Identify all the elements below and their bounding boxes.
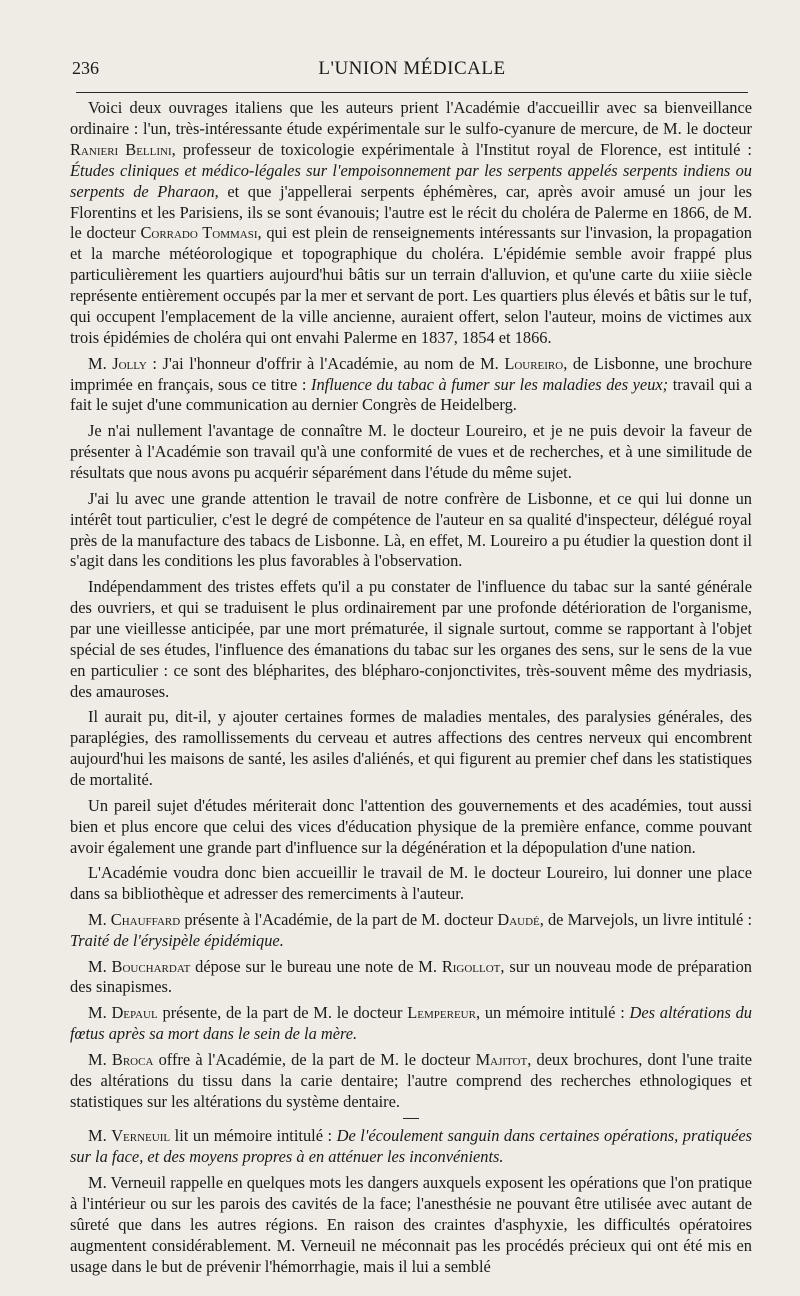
- paragraph-verneuil: M. Verneuil lit un mémoire intitulé : De l'écoulement sanguin dans certaines opérations, pratiquées sur la face, et des moyens propres à en atténuer les inconvénients.: [70, 1126, 752, 1167]
- article-body: [70, 98, 752, 1282]
- work-title: Études cliniques et médico-légales sur l'empoisonnement par les serpents appelés serpents indiens ou serpents de Pharaon: [70, 160, 752, 201]
- paragraph-depaul: M. Depaul présente, de la part de M. le docteur Lempereur, un mémoire intitulé : Des altérations du fœtus après sa mort dans le sein de la mère.: [70, 1003, 752, 1044]
- speaker-name: Jolly: [112, 353, 147, 373]
- speaker-name: Depaul: [111, 1003, 158, 1023]
- speaker-name: Bouchardat: [111, 956, 191, 976]
- author-name: Lempereur: [407, 1003, 476, 1023]
- speaker-name: Broca: [111, 1049, 154, 1069]
- paragraph: L'Académie voudra donc bien accueillir le travail de M. le docteur Loureiro, lui donner une place dans sa bibliothèque et adresser des remerciments à l'auteur.: [70, 863, 752, 904]
- running-title: L'UNION MÉDICALE: [318, 58, 506, 79]
- paragraph: Indépendamment des tristes effets qu'il a pu constater de l'influence du tabac sur la santé générale des ouvriers, et qui se traduisent le plus ordinairement par une profonde détérioration de l'organisme, par une vieillesse anticipée, par une mort prématurée, il signale surtout, comme se rapportant à l'objet spécial de ses études, l'influence des émanations du tabac sur les organes des sens, sur le sens de la vue en particulier : ce sont des blépharites, des blépharo-conjonctivites, très-souvent même des mydriasis, des amauroses.: [70, 577, 752, 701]
- header-rule: [76, 92, 748, 93]
- author-name: Rigollot: [441, 956, 501, 976]
- author-name: Majitot: [475, 1049, 528, 1069]
- author-name: Daudé: [497, 909, 540, 929]
- paragraph-bouchardat: M. Bouchardat dépose sur le bureau une note de M. Rigollot, sur un nouveau mode de préparation des sinapismes.: [70, 956, 752, 997]
- paragraph-chauffard: M. Chauffard présente à l'Académie, de la part de M. docteur Daudé, de Marvejols, un livre intitulé : Traité de l'érysipèle épidémique.: [70, 909, 752, 950]
- author-name: Loureiro: [504, 353, 564, 373]
- work-title: De l'écoulement sanguin dans certaines opérations, pratiquées sur la face, et des moyens propres à en atténuer les inconvénients.: [70, 1126, 752, 1167]
- author-name: Ranieri Bellini: [70, 139, 172, 159]
- work-title: Influence du tabac à fumer sur les maladies des yeux;: [310, 374, 669, 394]
- author-name: Corrado Tommasi: [140, 223, 258, 243]
- section-separator: [403, 1118, 419, 1119]
- paragraph-italian-works: Voici deux ouvrages italiens que les auteurs prient l'Académie d'accueillir avec sa bienveillance ordinaire : l'un, très-intéressante étude expérimentale sur le sulfo-cyanure de mercure, de M. le docteur Ranieri Bellini, professeur de toxicologie expérimentale à l'Institut royal de Florence, est intitulé : Études cliniques et médico-légales sur l'empoisonnement par les serpents appelés serpents indiens ou serpents de Pharaon, et que j'appellerai serpents éphémères, car, après avoir amusé un jour les Florentins et les Parisiens, ils se sont évanouis; l'autre est le récit du choléra de Palerme en 1866, de M. le docteur Corrado Tommasi, qui est plein de renseignements intéressants sur l'invasion, la propagation et la marche météorologique et topographique du choléra. L'épidémie semble avoir frappé plus particulièrement les quartiers aujourd'hui bâtis sur un terrain d'alluvion, et qu'une carte du xiiie siècle représente entièrement occupés par la mer et servant de port. Les quartiers plus élevés et bâtis sur le tuf, qui occupent l'emplacement de la ville ancienne, auraient offert, selon l'auteur, moins de victimes aux trois épidémies de choléra qui ont envahi Palerme en 1837, 1854 et 1866.: [70, 98, 752, 347]
- paragraph: M. Verneuil rappelle en quelques mots les dangers auxquels exposent les opérations que l'on pratique à l'intérieur ou sur les parois des cavités de la face; l'anesthésie ne pouvant être utilisée avec autant de sûreté que dans les autres régions. En raison des craintes d'asphyxie, les difficultés opératoires augmentent considérablement. M. Verneuil ne méconnait pas les procédés précieux qui ont été mis en usage dans le but de prévenir l'hémorrhagie, mais il lui a semblé: [70, 1173, 752, 1276]
- page-header: [72, 56, 752, 82]
- paragraph: J'ai lu avec une grande attention le travail de notre confrère de Lisbonne, et ce qui lui donne un intérêt tout particulier, c'est le degré de compétence de l'auteur en sa qualité d'inspecteur, délégué royal près de la manufacture des tabacs de Lisbonne. Là, en effet, M. Loureiro a pu étudier la question dont il s'agit dans les conditions les plus favorables à l'observation.: [70, 488, 752, 571]
- speaker-name: Chauffard: [110, 909, 181, 929]
- page-number: 236: [72, 58, 99, 78]
- work-title: Des altérations du fœtus après sa mort dans le sein de la mère.: [70, 1003, 752, 1044]
- paragraph-broca: M. Broca offre à l'Académie, de la part de M. le docteur Majitot, deux brochures, dont l'une traite des altérations du tissu dans la carie dentaire; l'autre comprend des recherches ethnologiques et statistiques sur les altérations du système dentaire.: [70, 1049, 752, 1111]
- work-title: Traité de l'érysipèle épidémique.: [70, 930, 284, 950]
- speaker-name: Verneuil: [111, 1126, 171, 1146]
- paragraph: Il aurait pu, dit-il, y ajouter certaines formes de maladies mentales, des paralysies générales, des paraplégies, des ramollissements du cerveau et autres affections des centres nerveux qui encombrent aujourd'hui les maisons de santé, les asiles d'aliénés, et qui figurent au premier chef dans les statistiques de mortalité.: [70, 707, 752, 790]
- paragraph: Un pareil sujet d'études mériterait donc l'attention des gouvernements et des académies, tout aussi bien et plus encore que celui des vices d'éducation physique de la première enfance, comme pouvant avoir également une grande part d'influence sur la dégénération et la dépopulation d'une nation.: [70, 795, 752, 857]
- paragraph: Je n'ai nullement l'avantage de connaître M. le docteur Loureiro, et je ne puis devoir la faveur de présenter à l'Académie son travail qu'à une conformité de vues et de recherches, et à une similitude de résultats que nous avons pu acquérir séparément dans l'étude du même sujet.: [70, 421, 752, 482]
- paragraph-jolly: M. Jolly : J'ai l'honneur d'offrir à l'Académie, au nom de M. Loureiro, de Lisbonne, une brochure imprimée en français, sous ce titre : Influence du tabac à fumer sur les maladies des yeux; travail qui a fait le sujet d'une communication au dernier Congrès de Heidelberg.: [70, 353, 752, 415]
